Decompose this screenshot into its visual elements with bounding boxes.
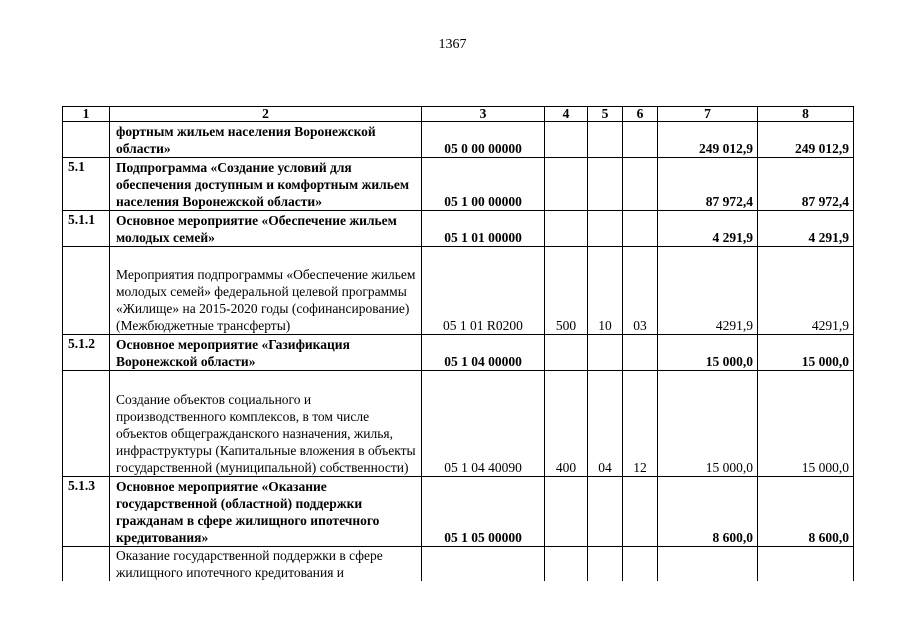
col-8-amount: 4 291,9 bbox=[758, 211, 854, 247]
col-7-amount: 249 012,9 bbox=[658, 122, 758, 158]
table-row bbox=[63, 477, 854, 547]
row-id: 5.1.2 bbox=[63, 335, 110, 371]
column-header: 4 bbox=[545, 107, 588, 122]
col-4-value: 500 bbox=[545, 247, 588, 335]
column-header: 6 bbox=[623, 107, 658, 122]
col-5-value: 04 bbox=[588, 371, 623, 477]
col-4-value bbox=[545, 477, 588, 547]
budget-code: 05 1 01 00000 bbox=[422, 211, 545, 247]
table-row bbox=[63, 158, 854, 211]
col-5-value bbox=[588, 477, 623, 547]
column-header: 5 bbox=[588, 107, 623, 122]
column-header: 1 bbox=[63, 107, 110, 122]
row-id bbox=[63, 547, 110, 582]
row-name: Подпрограмма «Создание условий для обеспечения доступным и комфортным жильем населения Воронежской области» bbox=[110, 158, 422, 211]
budget-code: 05 1 01 R0200 bbox=[422, 247, 545, 335]
budget-code bbox=[422, 547, 545, 582]
col-6-value: 12 bbox=[623, 371, 658, 477]
row-id: 5.1 bbox=[63, 158, 110, 211]
col-8-amount: 4291,9 bbox=[758, 247, 854, 335]
col-7-amount: 8 600,0 bbox=[658, 477, 758, 547]
col-4-value bbox=[545, 335, 588, 371]
col-8-amount: 8 600,0 bbox=[758, 477, 854, 547]
row-name: Оказание государственной поддержки в сфере жилищного ипотечного кредитования и bbox=[110, 547, 422, 582]
col-4-value: 400 bbox=[545, 371, 588, 477]
col-7-amount bbox=[658, 547, 758, 582]
col-8-amount: 87 972,4 bbox=[758, 158, 854, 211]
col-4-value bbox=[545, 158, 588, 211]
row-name: Основное мероприятие «Газификация Воронежской области» bbox=[110, 335, 422, 371]
column-header: 3 bbox=[422, 107, 545, 122]
page-number: 1367 bbox=[438, 37, 467, 52]
row-name: Создание объектов социального и производственного комплексов, в том числе объектов общегражданского назначения, жилья, инфраструктуры (Капитальные вложения в объекты государственной (муниципальной) собственности) bbox=[110, 371, 422, 477]
budget-code: 05 0 00 00000 bbox=[422, 122, 545, 158]
col-6-value bbox=[623, 477, 658, 547]
budget-table bbox=[62, 106, 854, 581]
table-row bbox=[63, 211, 854, 247]
col-4-value bbox=[545, 211, 588, 247]
col-5-value bbox=[588, 122, 623, 158]
col-8-amount: 249 012,9 bbox=[758, 122, 854, 158]
col-7-amount: 4291,9 bbox=[658, 247, 758, 335]
col-7-amount: 4 291,9 bbox=[658, 211, 758, 247]
col-4-value bbox=[545, 547, 588, 582]
budget-code: 05 1 05 00000 bbox=[422, 477, 545, 547]
budget-code: 05 1 04 40090 bbox=[422, 371, 545, 477]
row-id: 5.1.3 bbox=[63, 477, 110, 547]
row-name: Мероприятия подпрограммы «Обеспечение жильем молодых семей» федеральной целевой программы «Жилище» на 2015-2020 годы (софинансирование) (Межбюджетные трансферты) bbox=[110, 247, 422, 335]
col-4-value bbox=[545, 122, 588, 158]
table-row bbox=[63, 371, 854, 477]
col-6-value bbox=[623, 547, 658, 582]
col-5-value bbox=[588, 158, 623, 211]
row-id bbox=[63, 247, 110, 335]
column-header: 8 bbox=[758, 107, 854, 122]
col-6-value: 03 bbox=[623, 247, 658, 335]
row-name: фортным жильем населения Воронежской области» bbox=[110, 122, 422, 158]
col-5-value bbox=[588, 335, 623, 371]
col-8-amount bbox=[758, 547, 854, 582]
col-5-value: 10 bbox=[588, 247, 623, 335]
col-7-amount: 87 972,4 bbox=[658, 158, 758, 211]
col-7-amount: 15 000,0 bbox=[658, 335, 758, 371]
col-8-amount: 15 000,0 bbox=[758, 335, 854, 371]
col-5-value bbox=[588, 547, 623, 582]
table-row bbox=[63, 547, 854, 582]
row-name: Основное мероприятие «Оказание государственной (областной) поддержки гражданам в сфере жилищного ипотечного кредитования» bbox=[110, 477, 422, 547]
col-6-value bbox=[623, 211, 658, 247]
col-6-value bbox=[623, 122, 658, 158]
budget-code: 05 1 00 00000 bbox=[422, 158, 545, 211]
col-6-value bbox=[623, 158, 658, 211]
budget-code: 05 1 04 00000 bbox=[422, 335, 545, 371]
row-id bbox=[63, 371, 110, 477]
header-row bbox=[63, 107, 854, 122]
col-6-value bbox=[623, 335, 658, 371]
col-8-amount: 15 000,0 bbox=[758, 371, 854, 477]
col-7-amount: 15 000,0 bbox=[658, 371, 758, 477]
column-header: 2 bbox=[110, 107, 422, 122]
table-row bbox=[63, 122, 854, 158]
row-id bbox=[63, 122, 110, 158]
table-row bbox=[63, 335, 854, 371]
row-id: 5.1.1 bbox=[63, 211, 110, 247]
col-5-value bbox=[588, 211, 623, 247]
table-row bbox=[63, 247, 854, 335]
column-header: 7 bbox=[658, 107, 758, 122]
row-name: Основное мероприятие «Обеспечение жильем молодых семей» bbox=[110, 211, 422, 247]
